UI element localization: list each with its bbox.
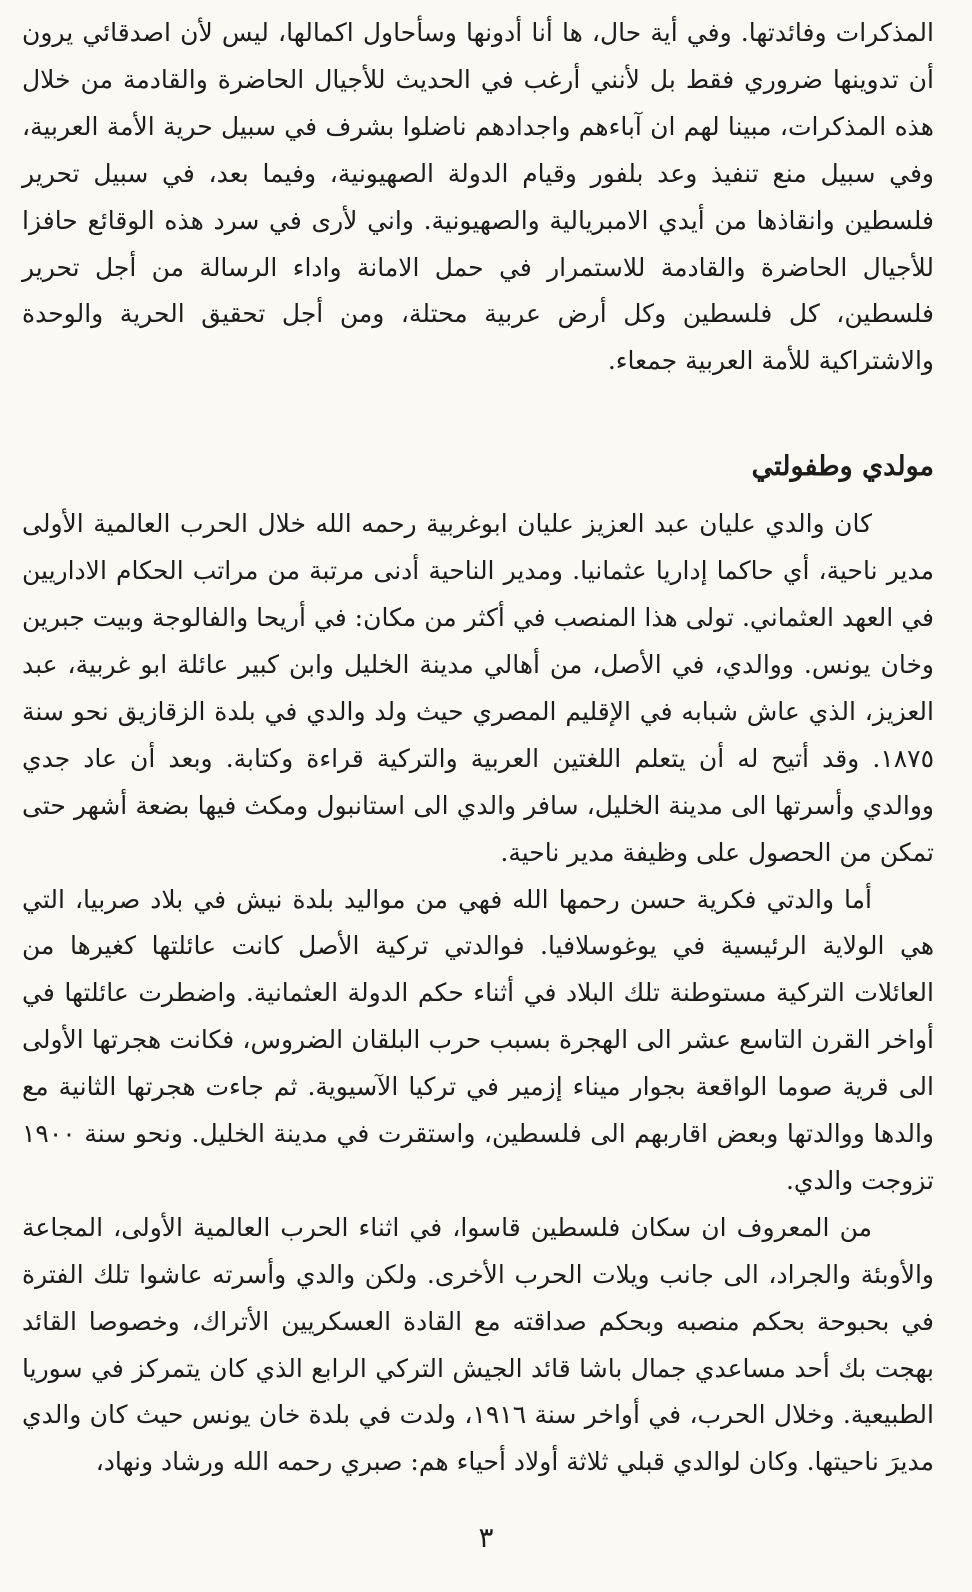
section-spacer xyxy=(22,385,934,443)
paragraph-father: كان والدي عليان عبد العزيز عليان ابوغربية رحمه الله خلال الحرب العالمية الأولى مدير ناحية، أي حاكما إداريا عثمانيا. ومدير الناحية أدنى مرتبة من مراتب الحكام الاداريين في العهد العثماني. تولى هذا المنصب في أكثر من مكان: في أريحا والفالوجة وبيت جبرين وخان يونس. ووالدي، في الأصل، من أهالي مدينة الخليل وابن كبير عائلة ابو غربية، عبد العزيز، الذي عاش شبابه في الإقليم المصري حيث ولد والدي في بلدة الزقازيق نحو سنة ١٨٧٥. وقد أتيح له أن يتعلم اللغتين العربية والتركية قراءة وكتابة. وبعد أن عاد جدي ووالدي وأسرتها الى مدينة الخليل، سافر والدي الى استانبول ومكث فيها بضعة أشهر حتى تمكن من الحصول على وظيفة مدير ناحية. xyxy=(22,509,934,867)
page-number: ٣ xyxy=(478,1521,494,1554)
paragraph-mother: أما والدتي فكرية حسن رحمها الله فهي من مواليد بلدة نيش في بلاد صربيا، التي هي الولاية الرئيسية في يوغوسلافيا. فوالدتي تركية الأصل كانت عائلتها كغيرها من العائلات التركية مستوطنة تلك البلاد في أثناء حكم الدولة العثمانية. واضطرت عائلتها في أواخر القرن التاسع عشر الى الهجرة بسبب حرب البلقان الضروس، فكانت هجرتها الأولى الى قرية صوما الواقعة بجوار ميناء إزمير في تركيا الآسيوية. ثم جاءت هجرتها الثانية مع والدها ووالدتها وبعض اقاربهم الى فلسطين، واستقرت في مدينة الخليل. ونحو سنة ١٩٠٠ تزوجت والدي. xyxy=(22,884,934,1195)
paragraph-memoirs-intro: المذكرات وفائدتها. وفي أية حال، ها أنا أدونها وسأحاول اكمالها، ليس لأن اصدقائي يرون أن تدوينها ضروري فقط بل لأنني أرغب في الحديث للأجيال الحاضرة والقادمة من خلال هذه المذكرات، مبينا لهم ان آباءهم واجدادهم ناضلوا بشرف في سبيل حرية الأمة العربية، وفي سبيل منع تنفيذ وعد بلفور وقيام الدولة الصهيونية، وفيما بعد، في سبيل تحرير فلسطين وانقاذها من أيدي الامبريالية والصهيونية. واني لأرى في سرد هذه الوقائع حافزا للأجيال الحاضرة والقادمة للاستمرار في حمل الامانة واداء الرسالة من أجل تحرير فلسطين، كل فلسطين وكل أرض عربية محتلة، ومن أجل تحقيق الحرية والوحدة والاشتراكية للأمة العربية جمعاء. xyxy=(22,18,934,376)
section-heading: مولدي وطفولتي xyxy=(751,451,934,483)
paragraph-war-years: من المعروف ان سكان فلسطين قاسوا، في اثناء الحرب العالمية الأولى، المجاعة والأوبئة والجراد، الى جانب ويلات الحرب الأخرى. ولكن والدي وأسرته عاشوا تلك الفترة في بحبوحة بحكم منصبه وبحكم صداقته مع القادة العسكريين الأتراك، وخصوصا القائد بهجت بك أحد مساعدي جمال باشا قائد الجيش التركي الرابع الذي كان يتمركز في سوريا الطبيعية. وخلال الحرب، في أواخر سنة ١٩١٦، ولدت في بلدة خان يونس حيث كان والدي مديرَ ناحيتها. وكان لوالدي قبلي ثلاثة أولاد أحياء هم: صبري رحمه الله ورشاد ونهاد، xyxy=(22,1212,934,1477)
